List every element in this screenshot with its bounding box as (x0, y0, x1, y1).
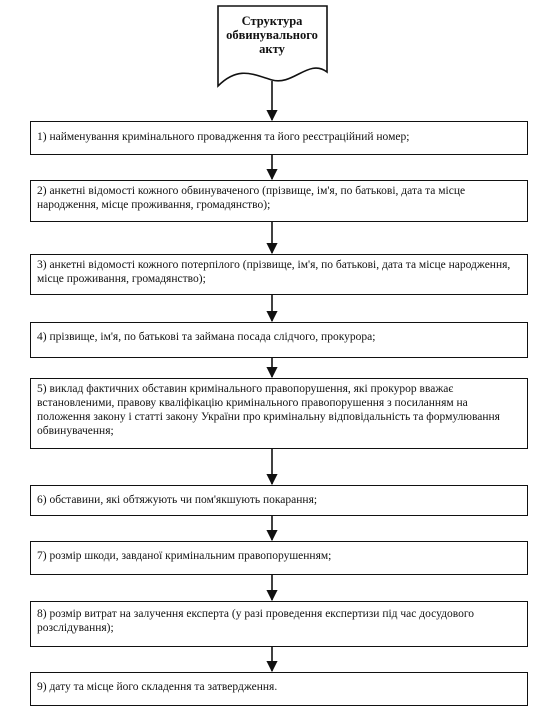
diagram-title: Структура обвинувального акту (226, 14, 318, 56)
step-box-2 (30, 180, 528, 222)
step-text-6: 6) обставини, які обтяжують чи пом'якшують покарання; (37, 494, 318, 506)
step-text-3: 3) анкетні відомості кожного потерпілого (прізвище, ім'я, по батькові, дата та місце народження, місце проживання, громадянство); (37, 259, 511, 285)
step-box-7 (30, 541, 528, 575)
step-text-1: 1) найменування кримінального провадження та його реєстраційний номер; (37, 131, 410, 143)
step-box-1 (30, 121, 528, 155)
step-box-6 (30, 485, 528, 516)
step-box-8 (30, 601, 528, 647)
step-text-7: 7) розмір шкоди, завданої кримінальним правопорушенням; (37, 550, 332, 562)
step-box-4 (30, 322, 528, 358)
step-text-5: 5) виклад фактичних обставин кримінального правопорушення, які прокурор вважає встановленими, правову кваліфікацію кримінального правопорушення з посиланням на положення закону і статті закону України про кримінальну відповідальність та формулювання обвинувачення; (37, 383, 500, 437)
step-text-2: 2) анкетні відомості кожного обвинуваченого (прізвище, ім'я, по батькові, дата та місце народження, місце проживання, громадянство); (37, 185, 466, 211)
step-box-3 (30, 254, 528, 295)
step-text-4: 4) прізвище, ім'я, по батькові та займана посада слідчого, прокурора; (37, 331, 376, 343)
step-text-9: 9) дату та місце його складення та затвердження. (37, 681, 278, 693)
step-text-8: 8) розмір витрат на залучення експерта (у разі проведення експертизи під час досудового розслідування); (37, 608, 475, 634)
step-box-5 (30, 378, 528, 449)
step-box-9 (30, 672, 528, 706)
